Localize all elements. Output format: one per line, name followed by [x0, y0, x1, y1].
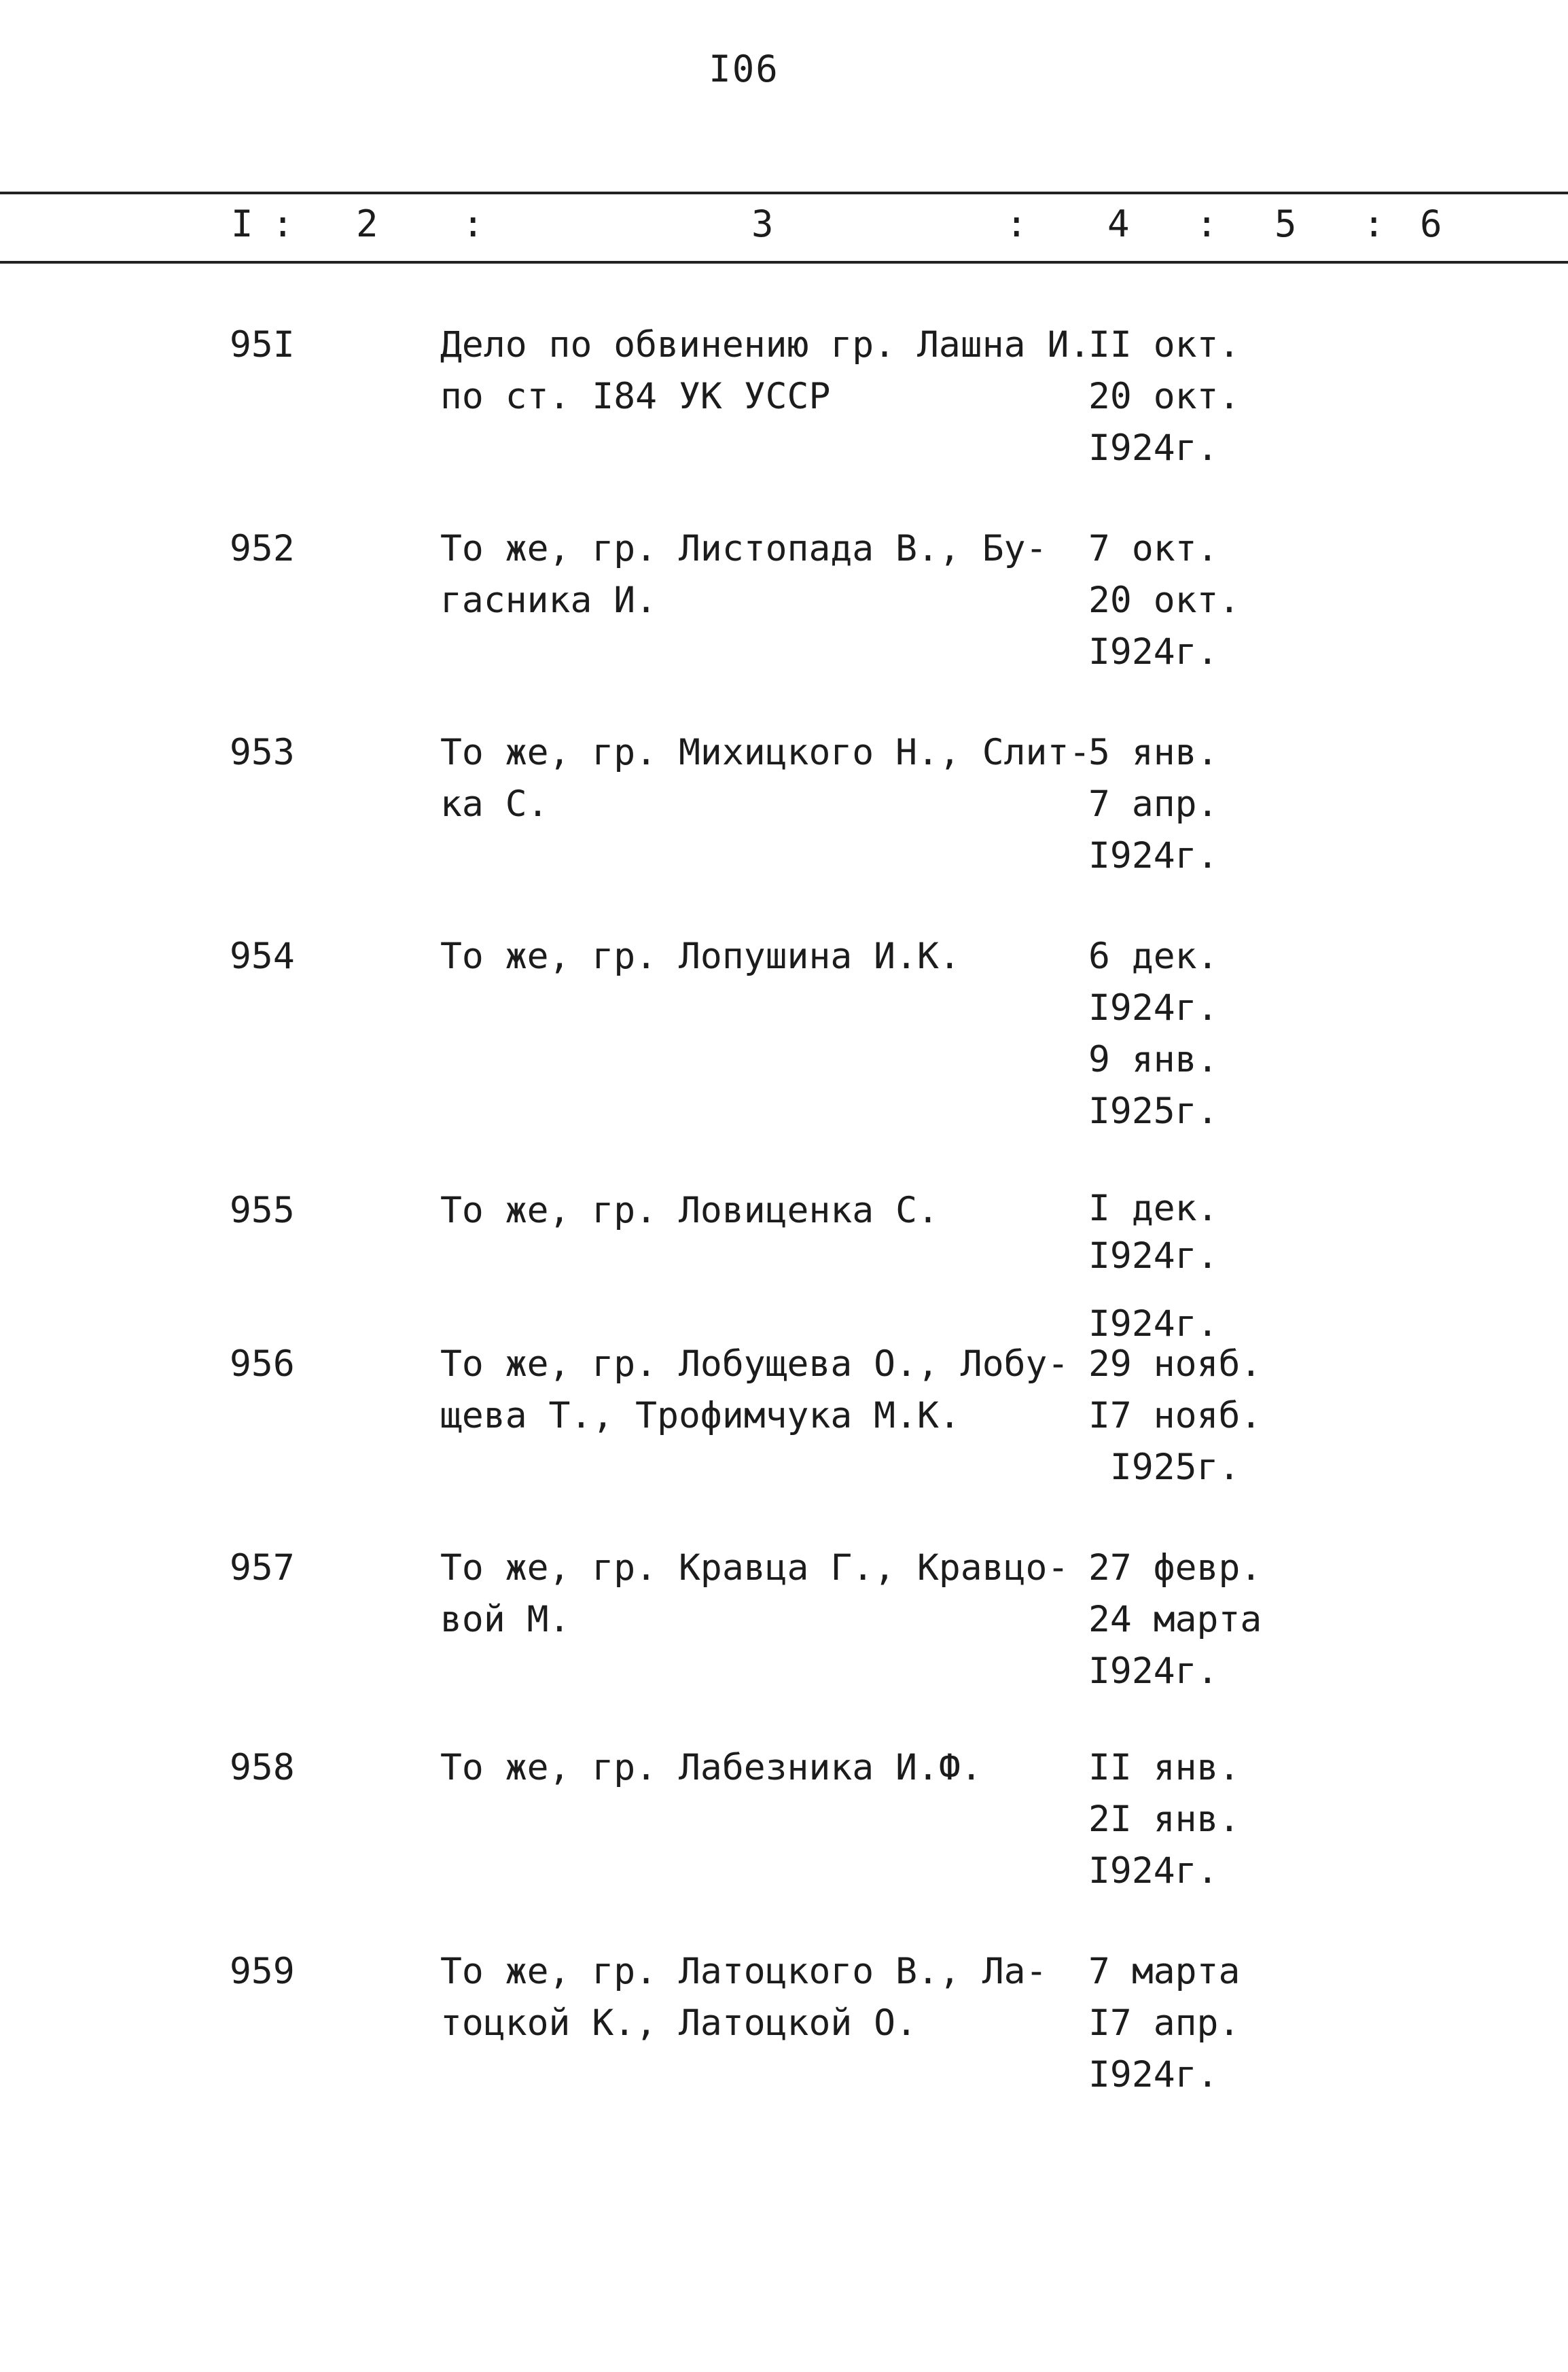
title-line: тоцкой К., Латоцкой О. [440, 2002, 917, 2044]
date-line: I7 апр. [1088, 2002, 1241, 2044]
header-col-4: 4 [1107, 202, 1130, 245]
title-line: То же, гр. Ловиценка С. [440, 1190, 939, 1231]
entry-dates [1088, 1185, 1306, 1348]
entry-title [440, 1742, 1092, 1794]
list-item [0, 1339, 1568, 1542]
date-line: 24 марта [1088, 1599, 1262, 1640]
entry-number: 954 [230, 936, 295, 977]
entries-list [0, 319, 1568, 2150]
title-line: То же, гр. Лабезника И.Ф. [440, 1747, 982, 1788]
entry-number: 95I [230, 324, 295, 366]
header-separator: : [1196, 202, 1218, 245]
date-line: I дек. [1088, 1188, 1219, 1229]
header-separator: : [272, 202, 294, 245]
header-col-3: 3 [751, 202, 774, 245]
entry-number: 958 [230, 1747, 295, 1788]
header-col-2: 2 [356, 202, 378, 245]
date-line: 9 янв. [1088, 1039, 1219, 1080]
date-line [1088, 1280, 1306, 1300]
list-item [0, 727, 1568, 931]
date-line: I925г. [1088, 1447, 1241, 1488]
date-line: 27 февр. [1088, 1547, 1262, 1589]
date-line: 5 янв. [1088, 732, 1219, 773]
entry-title [440, 727, 1092, 830]
title-line: вой М. [440, 1599, 571, 1640]
entry-dates [1088, 1946, 1306, 2101]
title-line: щева Т., Трофимчука М.К. [440, 1395, 961, 1436]
list-item [0, 1185, 1568, 1345]
entry-title [440, 523, 1092, 626]
header-top-rule [0, 192, 1568, 194]
entry-title [440, 1339, 1092, 1442]
title-line: То же, гр. Лобущева О., Лобу- [440, 1343, 1069, 1385]
entry-number: 953 [230, 732, 295, 773]
title-line: То же, гр. Кравца Г., Кравцо- [440, 1547, 1069, 1589]
date-line: I924г. [1088, 2054, 1219, 2095]
entry-title [440, 931, 1092, 983]
entry-number: 956 [230, 1343, 295, 1385]
date-line: I924г. [1088, 835, 1219, 877]
title-line: по ст. I84 УК УССР [440, 376, 831, 417]
entry-number: 959 [230, 1951, 295, 1992]
date-line: 20 окт. [1088, 580, 1241, 621]
entry-dates [1088, 1542, 1306, 1697]
list-item [0, 1742, 1568, 1946]
header-separator: : [1363, 202, 1385, 245]
date-line: 20 окт. [1088, 376, 1241, 417]
date-line: 7 марта [1088, 1951, 1241, 1992]
date-line: 7 окт. [1088, 528, 1219, 569]
entry-dates [1088, 1742, 1306, 1897]
title-line: То же, гр. Михицкого Н., Слит- [440, 732, 1091, 773]
date-line: I925г. [1088, 1091, 1219, 1132]
header-col-6: 6 [1420, 202, 1442, 245]
entry-dates [1088, 523, 1306, 678]
date-line: I924г. [1088, 1850, 1219, 1892]
date-line: 6 дек. [1088, 936, 1219, 977]
date-line: I7 нояб. [1088, 1395, 1262, 1436]
entry-dates [1088, 319, 1306, 474]
title-line: Дело по обвинению гр. Лашна И. [440, 324, 1091, 366]
list-item [0, 319, 1568, 523]
header-separator: : [1005, 202, 1028, 245]
entry-dates [1088, 727, 1306, 882]
entry-number: 957 [230, 1547, 295, 1589]
table-header [0, 202, 1568, 250]
list-item [0, 523, 1568, 727]
list-item [0, 1542, 1568, 1742]
entry-title [440, 1946, 1092, 2049]
title-line: ка С. [440, 783, 549, 825]
list-item [0, 931, 1568, 1185]
date-line: 7 апр. [1088, 783, 1219, 825]
date-line: 2I янв. [1088, 1799, 1241, 1840]
entry-number: 955 [230, 1190, 295, 1231]
entry-dates [1088, 1339, 1306, 1493]
date-line: I924г. [1088, 1235, 1219, 1277]
date-line: I924г. [1088, 987, 1219, 1029]
page-number: I06 [709, 48, 779, 90]
date-line: 29 нояб. [1088, 1343, 1262, 1385]
date-line: I924г. [1088, 1650, 1219, 1692]
header-separator: : [462, 202, 484, 245]
title-line: То же, гр. Листопада В., Бу- [440, 528, 1048, 569]
list-item [0, 1946, 1568, 2150]
entry-title [440, 319, 1092, 423]
date-line: I924г. [1088, 1303, 1219, 1345]
title-line: гасника И. [440, 580, 658, 621]
date-line: I924г. [1088, 631, 1219, 673]
title-line: То же, гр. Латоцкого В., Ла- [440, 1951, 1048, 1992]
date-line: I924г. [1088, 427, 1219, 469]
header-bottom-rule [0, 261, 1568, 264]
entry-title [440, 1185, 1092, 1237]
entry-title [440, 1542, 1092, 1646]
title-line: То же, гр. Лопушина И.К. [440, 936, 961, 977]
date-line: II окт. [1088, 324, 1241, 366]
entry-dates [1088, 931, 1306, 1137]
date-line: II янв. [1088, 1747, 1241, 1788]
header-col-5: 5 [1275, 202, 1297, 245]
header-col-1: I [231, 202, 253, 245]
entry-number: 952 [230, 528, 295, 569]
